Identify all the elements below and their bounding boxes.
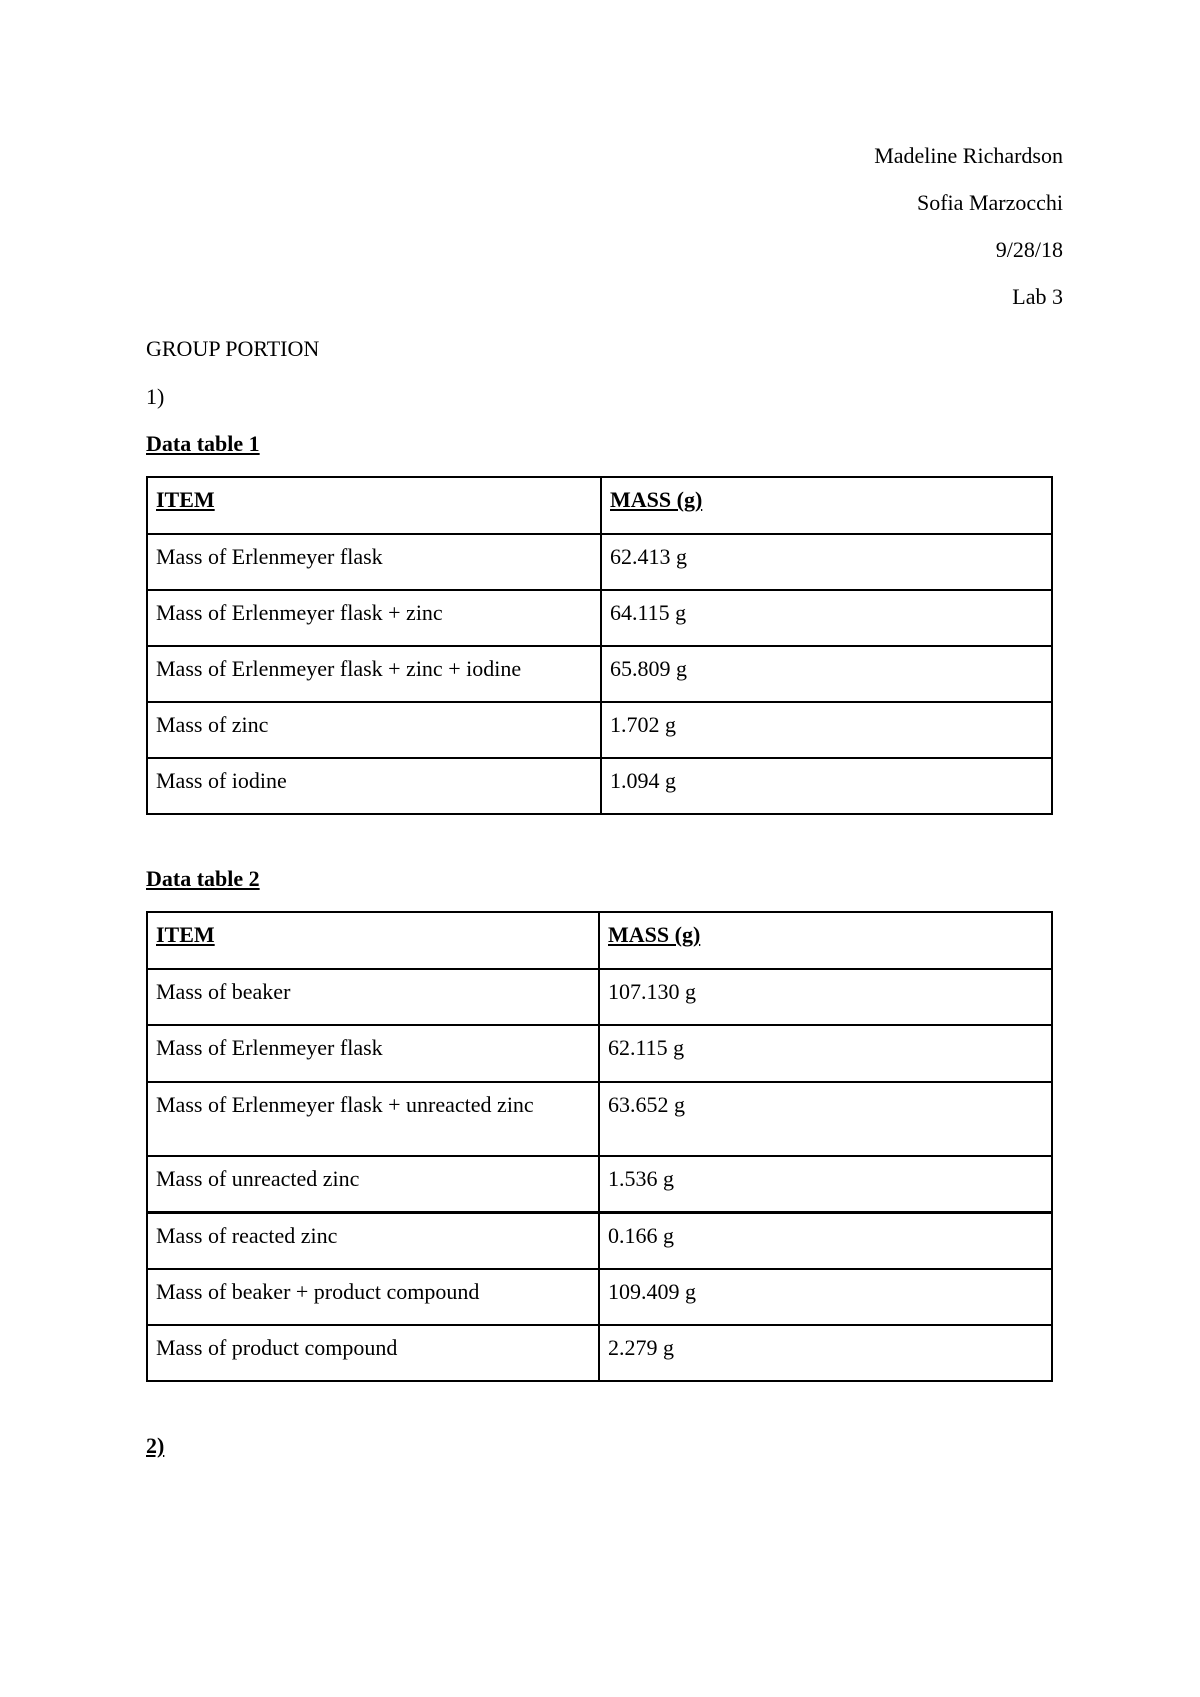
author-1: Madeline Richardson [874,143,1063,168]
item-cell: Mass of Erlenmeyer flask [147,534,601,590]
column-header-mass: MASS (g) [599,912,1052,969]
section-title: GROUP PORTION [146,336,320,361]
table-row [147,702,1052,758]
table-row [147,534,1052,590]
data-table-2 [146,911,1053,1382]
item-cell: Mass of zinc [147,702,601,758]
table-row [147,1156,1052,1212]
item-cell: Mass of Erlenmeyer flask [147,1025,599,1082]
item-cell: Mass of Erlenmeyer flask + unreacted zinc [147,1082,599,1156]
table-row [147,1269,1052,1325]
column-header-item: ITEM [147,477,601,534]
mass-cell: 0.166 g [599,1212,1052,1269]
item-cell: Mass of unreacted zinc [147,1156,599,1212]
item-cell: Mass of beaker [147,969,599,1025]
table-row [147,1325,1052,1381]
mass-cell: 1.094 g [601,758,1052,814]
lab-title: Lab 3 [1012,284,1063,309]
table-1-caption: Data table 1 [146,431,260,456]
item-cell: Mass of product compound [147,1325,599,1381]
data-table-1 [146,476,1053,815]
mass-cell: 62.413 g [601,534,1052,590]
mass-cell: 62.115 g [599,1025,1052,1082]
date: 9/28/18 [995,237,1063,262]
table-2-caption: Data table 2 [146,866,260,891]
column-header-mass: MASS (g) [601,477,1052,534]
table-row [147,758,1052,814]
mass-cell: 64.115 g [601,590,1052,646]
mass-cell: 109.409 g [599,1269,1052,1325]
table-header-row [147,912,1052,969]
column-header-item: ITEM [147,912,599,969]
mass-cell: 107.130 g [599,969,1052,1025]
mass-cell: 63.652 g [599,1082,1052,1156]
item-cell: Mass of beaker + product compound [147,1269,599,1325]
table-row [147,969,1052,1025]
table-row [147,1082,1052,1156]
item-cell: Mass of Erlenmeyer flask + zinc [147,590,601,646]
question-2-label: 2) [146,1433,165,1458]
author-2: Sofia Marzocchi [917,190,1063,215]
table-header-row [147,477,1052,534]
mass-cell: 2.279 g [599,1325,1052,1381]
table-row [147,1212,1052,1269]
mass-cell: 1.702 g [601,702,1052,758]
table-row [147,646,1052,702]
item-cell: Mass of reacted zinc [147,1212,599,1269]
question-1-label: 1) [146,384,165,409]
item-cell: Mass of iodine [147,758,601,814]
document-header [874,145,1063,333]
item-cell: Mass of Erlenmeyer flask + zinc + iodine [147,646,601,702]
mass-cell: 1.536 g [599,1156,1052,1212]
mass-cell: 65.809 g [601,646,1052,702]
table-row [147,590,1052,646]
table-row [147,1025,1052,1082]
